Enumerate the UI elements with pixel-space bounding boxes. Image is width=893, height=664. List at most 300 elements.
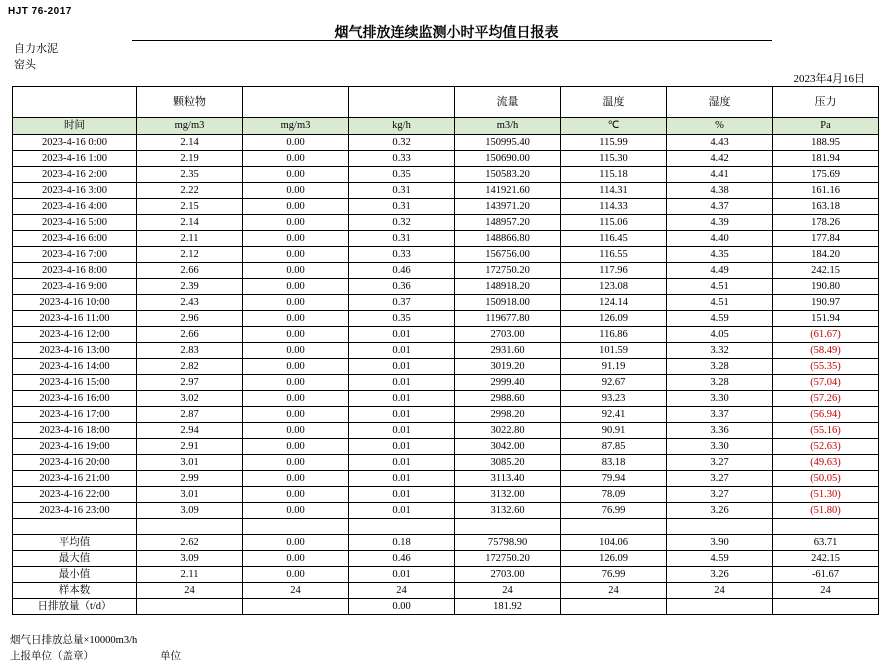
cell-time: 2023-4-16 4:00 — [13, 199, 137, 215]
negative-value: (56.94) — [810, 409, 841, 420]
cell-value-1: 2.94 — [137, 423, 243, 439]
cell-value-5: 115.99 — [561, 135, 667, 151]
cell-value-2: 0.00 — [243, 359, 349, 375]
cell-value-7 — [773, 359, 879, 375]
cell-value-6: 3.37 — [667, 407, 773, 423]
cell-value-7 — [773, 503, 879, 519]
cell-value-6: 3.28 — [667, 375, 773, 391]
cell-summary-value-3: 0.18 — [349, 535, 455, 551]
cell-daily-label: 日排放量（t/d） — [13, 599, 137, 615]
cell-value-6: 3.27 — [667, 487, 773, 503]
table-row — [13, 327, 879, 343]
spacer-cell — [243, 519, 349, 535]
cell-time: 2023-4-16 21:00 — [13, 471, 137, 487]
header-blank — [13, 87, 137, 118]
cell-value-6: 3.32 — [667, 343, 773, 359]
cell-summary-value-3: 0.01 — [349, 567, 455, 583]
cell-time: 2023-4-16 16:00 — [13, 391, 137, 407]
standard-code: HJT 76-2017 — [8, 6, 72, 17]
cell-value-3: 0.01 — [349, 503, 455, 519]
cell-value-7 — [773, 471, 879, 487]
cell-value-6: 3.27 — [667, 455, 773, 471]
cell-value-6: 4.49 — [667, 263, 773, 279]
summary-row — [13, 551, 879, 567]
cell-value-5: 114.31 — [561, 183, 667, 199]
spacer-cell — [561, 519, 667, 535]
cell-value-6: 4.59 — [667, 311, 773, 327]
cell-summary-value-5: 76.99 — [561, 567, 667, 583]
cell-value-6: 3.27 — [667, 471, 773, 487]
company-name: 自力水泥 — [14, 43, 58, 55]
cell-value-6: 4.40 — [667, 231, 773, 247]
hourly-average-table — [12, 86, 879, 615]
table-row — [13, 135, 879, 151]
cell-value-4: 150995.40 — [455, 135, 561, 151]
page-title: 烟气排放连续监测小时平均值日报表 — [334, 24, 559, 40]
unit-humidity: % — [667, 118, 773, 135]
cell-value-4: 3113.40 — [455, 471, 561, 487]
cell-value-6: 4.51 — [667, 279, 773, 295]
cell-value-1: 3.01 — [137, 487, 243, 503]
negative-value: (55.16) — [810, 425, 841, 436]
cell-value-2: 0.00 — [243, 263, 349, 279]
cell-value-1: 3.09 — [137, 503, 243, 519]
cell-time: 2023-4-16 3:00 — [13, 183, 137, 199]
cell-value-4: 141921.60 — [455, 183, 561, 199]
cell-value-1: 2.87 — [137, 407, 243, 423]
cell-value-7 — [773, 327, 879, 343]
cell-daily-value1: 0.00 — [349, 599, 455, 615]
cell-value-7 — [773, 487, 879, 503]
cell-value-1: 2.66 — [137, 327, 243, 343]
cell-value-1: 2.35 — [137, 167, 243, 183]
cell-value-3: 0.01 — [349, 487, 455, 503]
cell-summary-value-7: 242.15 — [773, 551, 879, 567]
cell-value-1: 2.12 — [137, 247, 243, 263]
cell-value-7: 188.95 — [773, 135, 879, 151]
table-row — [13, 359, 879, 375]
cell-value-5: 123.08 — [561, 279, 667, 295]
cell-value-5: 92.67 — [561, 375, 667, 391]
cell-value-1: 3.02 — [137, 391, 243, 407]
header-time-label: 时间 — [13, 118, 137, 135]
cell-value-6: 3.30 — [667, 391, 773, 407]
cell-value-2: 0.00 — [243, 503, 349, 519]
cell-summary-value-4: 24 — [455, 583, 561, 599]
cell-time: 2023-4-16 18:00 — [13, 423, 137, 439]
cell-value-3: 0.35 — [349, 167, 455, 183]
cell-summary-value-6: 4.59 — [667, 551, 773, 567]
cell-value-3: 0.01 — [349, 391, 455, 407]
cell-value-5: 115.18 — [561, 167, 667, 183]
cell-value-3: 0.31 — [349, 199, 455, 215]
cell-value-2: 0.00 — [243, 487, 349, 503]
table-row — [13, 295, 879, 311]
cell-value-7 — [773, 423, 879, 439]
table-header-units — [13, 118, 879, 135]
cell-value-4: 3132.00 — [455, 487, 561, 503]
cell-summary-value-2: 0.00 — [243, 567, 349, 583]
cell-value-6: 4.51 — [667, 295, 773, 311]
cell-summary-value-4: 2703.00 — [455, 567, 561, 583]
table-row — [13, 391, 879, 407]
cell-value-2: 0.00 — [243, 199, 349, 215]
cell-value-4: 150583.20 — [455, 167, 561, 183]
cell-value-5: 87.85 — [561, 439, 667, 455]
cell-summary-value-6: 24 — [667, 583, 773, 599]
cell-value-1: 2.99 — [137, 471, 243, 487]
cell-summary-value-4: 172750.20 — [455, 551, 561, 567]
cell-value-2: 0.00 — [243, 439, 349, 455]
cell-value-1: 2.15 — [137, 199, 243, 215]
cell-value-4: 143971.20 — [455, 199, 561, 215]
cell-value-3: 0.01 — [349, 471, 455, 487]
cell-value-1: 2.14 — [137, 135, 243, 151]
cell-value-4: 150690.00 — [455, 151, 561, 167]
cell-daily-blank2 — [243, 599, 349, 615]
daily-emission-row — [13, 599, 879, 615]
cell-value-2: 0.00 — [243, 423, 349, 439]
cell-time: 2023-4-16 9:00 — [13, 279, 137, 295]
cell-value-6: 4.39 — [667, 215, 773, 231]
table-row — [13, 471, 879, 487]
cell-value-7: 161.16 — [773, 183, 879, 199]
negative-value: (61.67) — [810, 329, 841, 340]
cell-value-3: 0.01 — [349, 407, 455, 423]
table-row — [13, 407, 879, 423]
cell-value-5: 116.86 — [561, 327, 667, 343]
cell-value-2: 0.00 — [243, 295, 349, 311]
cell-summary-label: 最小值 — [13, 567, 137, 583]
spacer-cell — [773, 519, 879, 535]
cell-value-5: 114.33 — [561, 199, 667, 215]
cell-value-2: 0.00 — [243, 183, 349, 199]
cell-value-3: 0.36 — [349, 279, 455, 295]
cell-value-5: 117.96 — [561, 263, 667, 279]
cell-value-3: 0.33 — [349, 151, 455, 167]
cell-summary-value-1: 24 — [137, 583, 243, 599]
cell-value-7: 163.18 — [773, 199, 879, 215]
cell-value-1: 2.66 — [137, 263, 243, 279]
negative-value: (58.49) — [810, 345, 841, 356]
cell-value-3: 0.01 — [349, 455, 455, 471]
cell-value-3: 0.31 — [349, 183, 455, 199]
unit-temperature: ℃ — [561, 118, 667, 135]
cell-value-5: 126.09 — [561, 311, 667, 327]
cell-time: 2023-4-16 17:00 — [13, 407, 137, 423]
cell-value-5: 101.59 — [561, 343, 667, 359]
cell-value-1: 2.82 — [137, 359, 243, 375]
cell-value-1: 2.96 — [137, 311, 243, 327]
cell-value-6: 4.37 — [667, 199, 773, 215]
cell-summary-value-5: 104.06 — [561, 535, 667, 551]
table-row — [13, 215, 879, 231]
cell-value-3: 0.33 — [349, 247, 455, 263]
cell-value-7 — [773, 407, 879, 423]
spacer-cell — [667, 519, 773, 535]
cell-summary-value-7: -61.67 — [773, 567, 879, 583]
cell-value-3: 0.01 — [349, 423, 455, 439]
cell-summary-value-2: 0.00 — [243, 535, 349, 551]
cell-value-5: 76.99 — [561, 503, 667, 519]
cell-summary-value-5: 24 — [561, 583, 667, 599]
cell-time: 2023-4-16 1:00 — [13, 151, 137, 167]
cell-value-5: 115.06 — [561, 215, 667, 231]
cell-value-3: 0.01 — [349, 343, 455, 359]
cell-value-2: 0.00 — [243, 343, 349, 359]
header-humidity: 湿度 — [667, 87, 773, 118]
cell-value-7: 242.15 — [773, 263, 879, 279]
cell-time: 2023-4-16 0:00 — [13, 135, 137, 151]
cell-value-3: 0.31 — [349, 231, 455, 247]
cell-value-7: 190.97 — [773, 295, 879, 311]
cell-summary-value-4: 75798.90 — [455, 535, 561, 551]
table-header-names — [13, 87, 879, 118]
footer-note-total: 烟气日排放总量×10000m3/h — [10, 635, 138, 646]
outlet-name: 窑头 — [14, 59, 36, 71]
cell-value-1: 2.19 — [137, 151, 243, 167]
cell-value-4: 156756.00 — [455, 247, 561, 263]
cell-value-5: 116.45 — [561, 231, 667, 247]
cell-time: 2023-4-16 14:00 — [13, 359, 137, 375]
cell-daily-blank3 — [561, 599, 667, 615]
report-date: 2023年4月16日 — [793, 73, 865, 85]
cell-value-2: 0.00 — [243, 455, 349, 471]
table-row — [13, 247, 879, 263]
cell-summary-value-6: 3.26 — [667, 567, 773, 583]
cell-summary-value-6: 3.90 — [667, 535, 773, 551]
cell-value-3: 0.01 — [349, 375, 455, 391]
cell-value-2: 0.00 — [243, 151, 349, 167]
cell-summary-value-7: 24 — [773, 583, 879, 599]
spacer-row — [13, 519, 879, 535]
cell-value-1: 2.14 — [137, 215, 243, 231]
cell-daily-blank1 — [137, 599, 243, 615]
cell-value-3: 0.01 — [349, 327, 455, 343]
cell-value-2: 0.00 — [243, 215, 349, 231]
cell-time: 2023-4-16 23:00 — [13, 503, 137, 519]
cell-value-3: 0.32 — [349, 135, 455, 151]
cell-value-2: 0.00 — [243, 391, 349, 407]
cell-value-6: 4.38 — [667, 183, 773, 199]
table-row — [13, 375, 879, 391]
cell-time: 2023-4-16 5:00 — [13, 215, 137, 231]
spacer-cell — [455, 519, 561, 535]
cell-value-7 — [773, 375, 879, 391]
footer-reporting-unit: 上报单位（盖章） — [10, 651, 94, 662]
footer-unit-label: 单位 — [160, 651, 181, 662]
spacer-cell — [349, 519, 455, 535]
cell-value-6: 4.05 — [667, 327, 773, 343]
cell-summary-value-1: 2.62 — [137, 535, 243, 551]
unit-col3: mg/m3 — [243, 118, 349, 135]
table-row — [13, 311, 879, 327]
cell-value-6: 3.30 — [667, 439, 773, 455]
negative-value: (50.05) — [810, 473, 841, 484]
header-col3 — [243, 87, 349, 118]
spacer-cell — [13, 519, 137, 535]
cell-value-4: 3085.20 — [455, 455, 561, 471]
cell-value-7: 178.26 — [773, 215, 879, 231]
cell-summary-value-3: 0.46 — [349, 551, 455, 567]
cell-value-7 — [773, 439, 879, 455]
table-row — [13, 439, 879, 455]
cell-value-6: 4.42 — [667, 151, 773, 167]
cell-summary-label: 平均值 — [13, 535, 137, 551]
negative-value: (55.35) — [810, 361, 841, 372]
cell-value-1: 2.83 — [137, 343, 243, 359]
cell-value-7: 175.69 — [773, 167, 879, 183]
cell-summary-value-2: 24 — [243, 583, 349, 599]
header-particulate: 颗粒物 — [137, 87, 243, 118]
cell-value-2: 0.00 — [243, 279, 349, 295]
cell-value-5: 91.19 — [561, 359, 667, 375]
cell-value-7 — [773, 391, 879, 407]
negative-value: (57.04) — [810, 377, 841, 388]
cell-value-6: 4.41 — [667, 167, 773, 183]
cell-value-4: 148866.80 — [455, 231, 561, 247]
cell-value-5: 92.41 — [561, 407, 667, 423]
cell-value-1: 2.43 — [137, 295, 243, 311]
cell-value-2: 0.00 — [243, 471, 349, 487]
table-row — [13, 455, 879, 471]
cell-time: 2023-4-16 22:00 — [13, 487, 137, 503]
cell-time: 2023-4-16 8:00 — [13, 263, 137, 279]
summary-row — [13, 535, 879, 551]
cell-time: 2023-4-16 10:00 — [13, 295, 137, 311]
cell-value-4: 3042.00 — [455, 439, 561, 455]
cell-value-3: 0.01 — [349, 359, 455, 375]
cell-daily-value2: 181.92 — [455, 599, 561, 615]
cell-value-4: 2998.20 — [455, 407, 561, 423]
cell-value-4: 148918.20 — [455, 279, 561, 295]
cell-value-7: 184.20 — [773, 247, 879, 263]
cell-value-6: 3.26 — [667, 503, 773, 519]
cell-summary-label: 样本数 — [13, 583, 137, 599]
table-row — [13, 231, 879, 247]
cell-value-2: 0.00 — [243, 167, 349, 183]
cell-value-7: 151.94 — [773, 311, 879, 327]
cell-value-5: 93.23 — [561, 391, 667, 407]
cell-summary-value-1: 2.11 — [137, 567, 243, 583]
cell-summary-value-3: 24 — [349, 583, 455, 599]
cell-value-3: 0.35 — [349, 311, 455, 327]
unit-flow: m3/h — [455, 118, 561, 135]
cell-summary-value-5: 126.09 — [561, 551, 667, 567]
negative-value: (57.26) — [810, 393, 841, 404]
cell-value-2: 0.00 — [243, 247, 349, 263]
table-row — [13, 423, 879, 439]
negative-value: (51.80) — [810, 505, 841, 516]
cell-time: 2023-4-16 20:00 — [13, 455, 137, 471]
cell-value-1: 2.39 — [137, 279, 243, 295]
cell-value-2: 0.00 — [243, 407, 349, 423]
cell-value-1: 2.97 — [137, 375, 243, 391]
cell-value-6: 3.28 — [667, 359, 773, 375]
cell-value-5: 115.30 — [561, 151, 667, 167]
cell-value-4: 119677.80 — [455, 311, 561, 327]
cell-value-5: 79.94 — [561, 471, 667, 487]
cell-value-1: 2.11 — [137, 231, 243, 247]
cell-value-4: 3019.20 — [455, 359, 561, 375]
cell-value-2: 0.00 — [243, 135, 349, 151]
cell-value-1: 2.91 — [137, 439, 243, 455]
unit-particulate: mg/m3 — [137, 118, 243, 135]
cell-summary-label: 最大值 — [13, 551, 137, 567]
cell-value-6: 4.43 — [667, 135, 773, 151]
cell-summary-value-1: 3.09 — [137, 551, 243, 567]
cell-value-1: 3.01 — [137, 455, 243, 471]
cell-daily-blank4 — [667, 599, 773, 615]
header-temperature: 温度 — [561, 87, 667, 118]
cell-value-4: 172750.20 — [455, 263, 561, 279]
cell-time: 2023-4-16 6:00 — [13, 231, 137, 247]
cell-time: 2023-4-16 15:00 — [13, 375, 137, 391]
negative-value: (51.30) — [810, 489, 841, 500]
cell-value-6: 3.36 — [667, 423, 773, 439]
table-row — [13, 503, 879, 519]
table-row — [13, 343, 879, 359]
table-row — [13, 151, 879, 167]
cell-daily-blank5 — [773, 599, 879, 615]
negative-value: (52.63) — [810, 441, 841, 452]
header-pressure: 压力 — [773, 87, 879, 118]
cell-value-3: 0.46 — [349, 263, 455, 279]
cell-time: 2023-4-16 2:00 — [13, 167, 137, 183]
cell-value-4: 3022.80 — [455, 423, 561, 439]
cell-value-7 — [773, 455, 879, 471]
cell-value-7 — [773, 343, 879, 359]
summary-row — [13, 583, 879, 599]
cell-value-7: 190.80 — [773, 279, 879, 295]
cell-time: 2023-4-16 7:00 — [13, 247, 137, 263]
header-flow: 流量 — [455, 87, 561, 118]
cell-value-6: 4.35 — [667, 247, 773, 263]
unit-col4: kg/h — [349, 118, 455, 135]
cell-value-2: 0.00 — [243, 231, 349, 247]
cell-value-2: 0.00 — [243, 375, 349, 391]
cell-value-4: 2988.60 — [455, 391, 561, 407]
table-row — [13, 487, 879, 503]
cell-value-4: 2931.60 — [455, 343, 561, 359]
table-row — [13, 183, 879, 199]
spacer-cell — [137, 519, 243, 535]
cell-value-4: 150918.00 — [455, 295, 561, 311]
cell-value-5: 78.09 — [561, 487, 667, 503]
header-col4 — [349, 87, 455, 118]
cell-time: 2023-4-16 12:00 — [13, 327, 137, 343]
unit-pressure: Pa — [773, 118, 879, 135]
cell-value-2: 0.00 — [243, 311, 349, 327]
cell-value-3: 0.01 — [349, 439, 455, 455]
cell-value-4: 3132.60 — [455, 503, 561, 519]
cell-value-4: 2703.00 — [455, 327, 561, 343]
cell-value-3: 0.32 — [349, 215, 455, 231]
cell-value-1: 2.22 — [137, 183, 243, 199]
cell-value-3: 0.37 — [349, 295, 455, 311]
cell-time: 2023-4-16 11:00 — [13, 311, 137, 327]
cell-value-7: 181.94 — [773, 151, 879, 167]
cell-value-2: 0.00 — [243, 327, 349, 343]
table-row — [13, 199, 879, 215]
cell-time: 2023-4-16 13:00 — [13, 343, 137, 359]
cell-value-5: 116.55 — [561, 247, 667, 263]
table-row — [13, 263, 879, 279]
table-row — [13, 279, 879, 295]
cell-summary-value-2: 0.00 — [243, 551, 349, 567]
cell-value-7: 177.84 — [773, 231, 879, 247]
summary-row — [13, 567, 879, 583]
